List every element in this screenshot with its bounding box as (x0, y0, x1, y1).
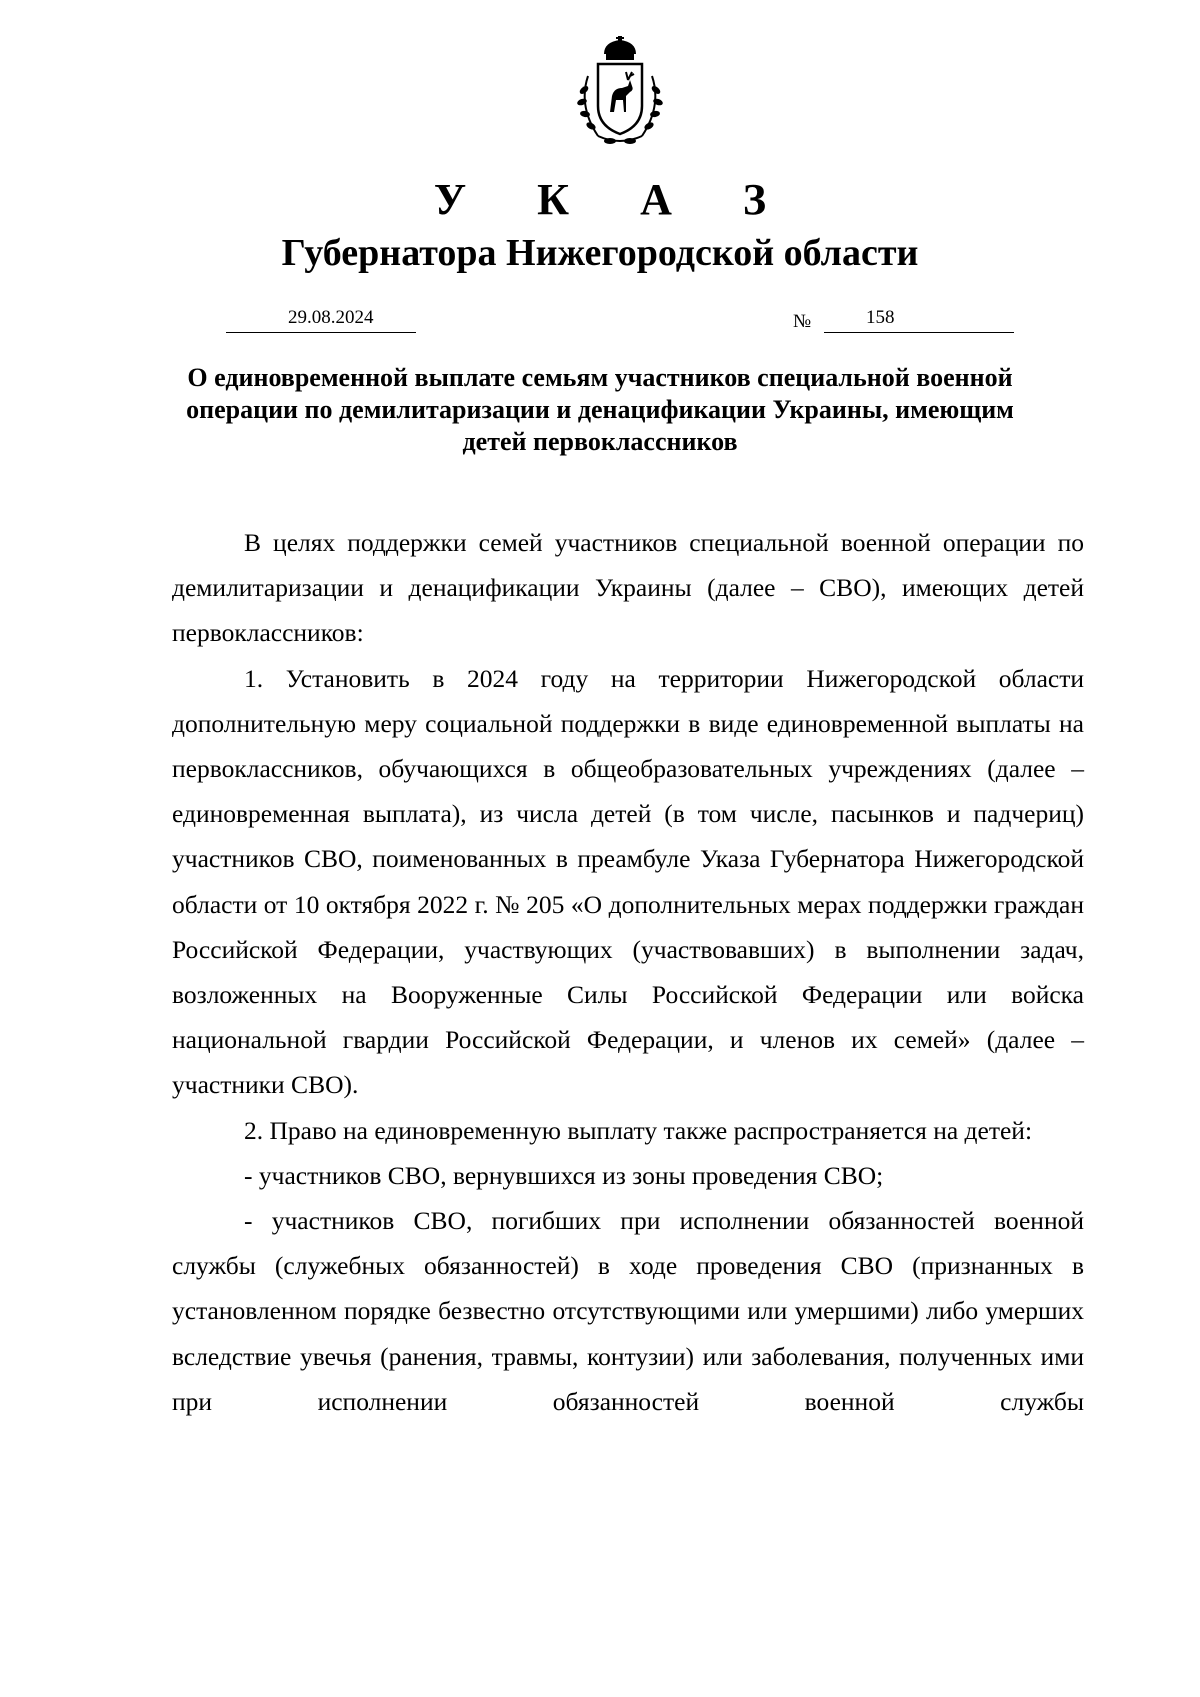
preamble-paragraph: В целях поддержки семей участников специальной военной операции по демилитаризации и денацификации Украины (далее – СВО), имеющих детей первоклассников: (172, 528, 1084, 648)
clause-2-paragraph: 2. Право на единовременную выплату также распространяется на детей: (244, 1115, 1033, 1145)
issuing-authority: Губернатора Нижегородской области (281, 232, 919, 274)
number-sign: № (793, 311, 812, 332)
decree-date-field (226, 306, 416, 333)
document-title: О единовременной выплате семьям участников специальной военной операции по демилитаризации и денацификации Украины, имеющим детей первоклассников (186, 363, 1014, 456)
list-item: - участников СВО, погибших при исполнении обязанностей военной службы (служебных обязанностей) в ходе проведения СВО (признанных в установленном порядке безвестно отсутствующими или умершими) либо умерших вследствие увечья (ранения, травмы, контузии) или заболевания, полученных ими при исполнении обязанностей военной службы (172, 1206, 1084, 1416)
decree-number-field (824, 306, 1014, 333)
decree-number: 158 (866, 307, 895, 328)
document-body (172, 520, 1084, 1424)
clause-1-paragraph: 1. Установить в 2024 году на территории Нижегородской области дополнительную меру социальной поддержки в виде единовременной выплаты на первоклассников, обучающихся в общеобразовательных учреждениях (далее – единовременная выплата), из числа детей (в том числе, пасынков и падчериц) участников СВО, поименованных в преамбуле Указа Губернатора Нижегородской области от 10 октября 2022 г. № 205 «О дополнительных мерах поддержки граждан Российской Федерации, участвующих (участвовавших) в выполнении задач, возложенных на Вооруженные Силы Российской Федерации или войска национальной гвардии Российской Федерации, и членов их семей» (далее – участники СВО). (172, 663, 1084, 1100)
list-item: - участников СВО, вернувшихся из зоны проведения СВО; (244, 1160, 884, 1190)
coat-of-arms-icon (564, 36, 676, 148)
decree-date: 29.08.2024 (288, 307, 374, 328)
decree-heading: У К А З (433, 175, 797, 224)
